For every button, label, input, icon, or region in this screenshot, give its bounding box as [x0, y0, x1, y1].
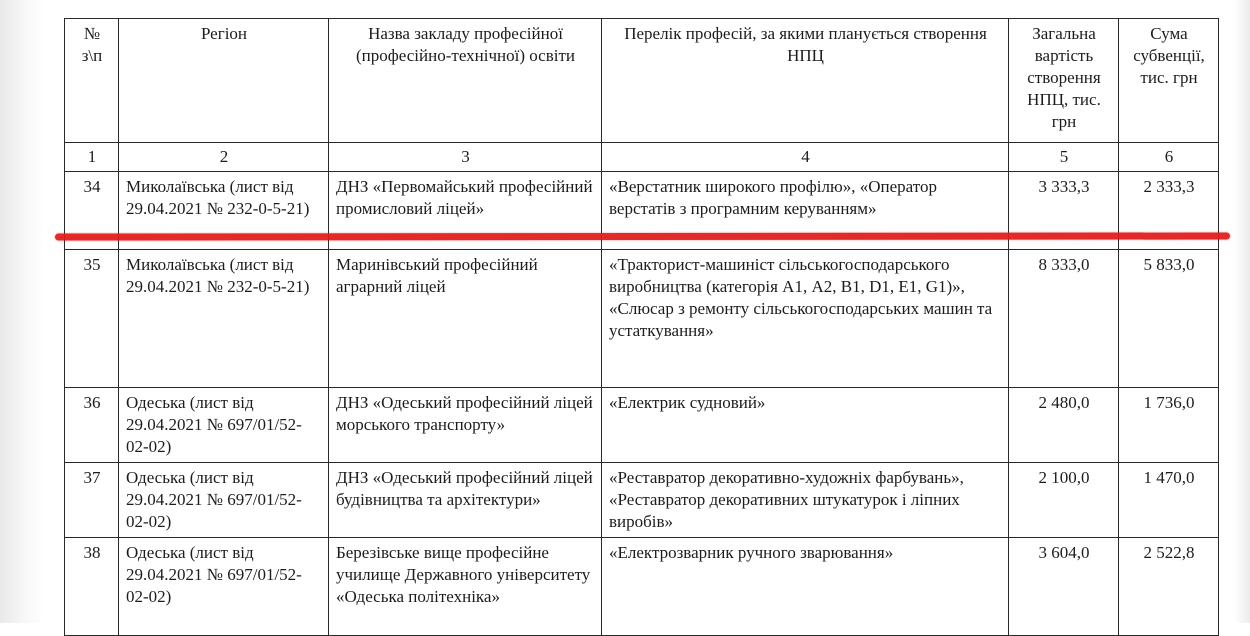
row-region: Одеська (лист від 29.04.2021 № 697/01/52-02-02) [119, 388, 329, 463]
row-subvention: 1 470,0 [1119, 463, 1219, 538]
column-index-row [65, 143, 1219, 172]
header-number: № з\п [65, 19, 119, 143]
row-number: 36 [65, 388, 119, 463]
row-institution: ДНЗ «Одеський професійний ліцей будівництва та архітектури» [329, 463, 602, 538]
header-region: Регіон [119, 19, 329, 143]
row-institution: ДНЗ «Одеський професійний ліцей морського транспорту» [329, 388, 602, 463]
row-number: 34 [65, 172, 119, 250]
table-row [65, 538, 1219, 636]
subvention-table [64, 18, 1219, 636]
row-subvention: 2 522,8 [1119, 538, 1219, 636]
row-professions: «Електрозварник ручного зварювання» [602, 538, 1009, 636]
row-institution: Маринівський професійний аграрний ліцей [329, 250, 602, 388]
row-total-cost: 2 100,0 [1009, 463, 1119, 538]
row-total-cost: 3 333,3 [1009, 172, 1119, 250]
page-edge-shadow-right [1234, 0, 1250, 623]
header-institution: Назва закладу професійної (професійно-технічної) освіти [329, 19, 602, 143]
column-index: 4 [602, 143, 1009, 172]
row-institution: Березівське вище професійне училище Державного університету «Одеська політехніка» [329, 538, 602, 636]
row-region: Одеська (лист від 29.04.2021 № 697/01/52-02-02) [119, 538, 329, 636]
row-region: Миколаївська (лист від 29.04.2021 № 232-0-5-21) [119, 172, 329, 250]
column-index: 6 [1119, 143, 1219, 172]
header-professions: Перелік професій, за якими планується створення НПЦ [602, 19, 1009, 143]
table-row [65, 388, 1219, 463]
column-index: 1 [65, 143, 119, 172]
column-index: 3 [329, 143, 602, 172]
page-edge-shadow-left [0, 0, 44, 623]
row-professions: «Реставратор декоративно-художніх фарбувань», «Реставратор декоративних штукатурок і ліпних виробів» [602, 463, 1009, 538]
row-number: 37 [65, 463, 119, 538]
row-professions: «Тракторист-машиніст сільськогосподарського виробництва (категорія А1, А2, В1, D1, Е1, G1)», «Слюсар з ремонту сільськогосподарських машин та устаткування» [602, 250, 1009, 388]
row-number: 35 [65, 250, 119, 388]
row-institution: ДНЗ «Первомайський професійний промисловий ліцей» [329, 172, 602, 250]
header-total-cost: Загальна вартість створення НПЦ, тис. грн [1009, 19, 1119, 143]
row-total-cost: 3 604,0 [1009, 538, 1119, 636]
row-total-cost: 8 333,0 [1009, 250, 1119, 388]
row-subvention: 5 833,0 [1119, 250, 1219, 388]
row-subvention: 2 333,3 [1119, 172, 1219, 250]
table-row [65, 250, 1219, 388]
row-subvention: 1 736,0 [1119, 388, 1219, 463]
row-total-cost: 2 480,0 [1009, 388, 1119, 463]
table-header-row [65, 19, 1219, 143]
red-highlight-line [55, 232, 1230, 240]
row-number: 38 [65, 538, 119, 636]
column-index: 5 [1009, 143, 1119, 172]
row-region: Одеська (лист від 29.04.2021 № 697/01/52-02-02) [119, 463, 329, 538]
row-professions: «Електрик судновий» [602, 388, 1009, 463]
table-row [65, 463, 1219, 538]
row-region: Миколаївська (лист від 29.04.2021 № 232-0-5-21) [119, 250, 329, 388]
header-subvention: Сума субвенції, тис. грн [1119, 19, 1219, 143]
column-index: 2 [119, 143, 329, 172]
row-professions: «Верстатник широкого профілю», «Оператор верстатів з програмним керуванням» [602, 172, 1009, 250]
